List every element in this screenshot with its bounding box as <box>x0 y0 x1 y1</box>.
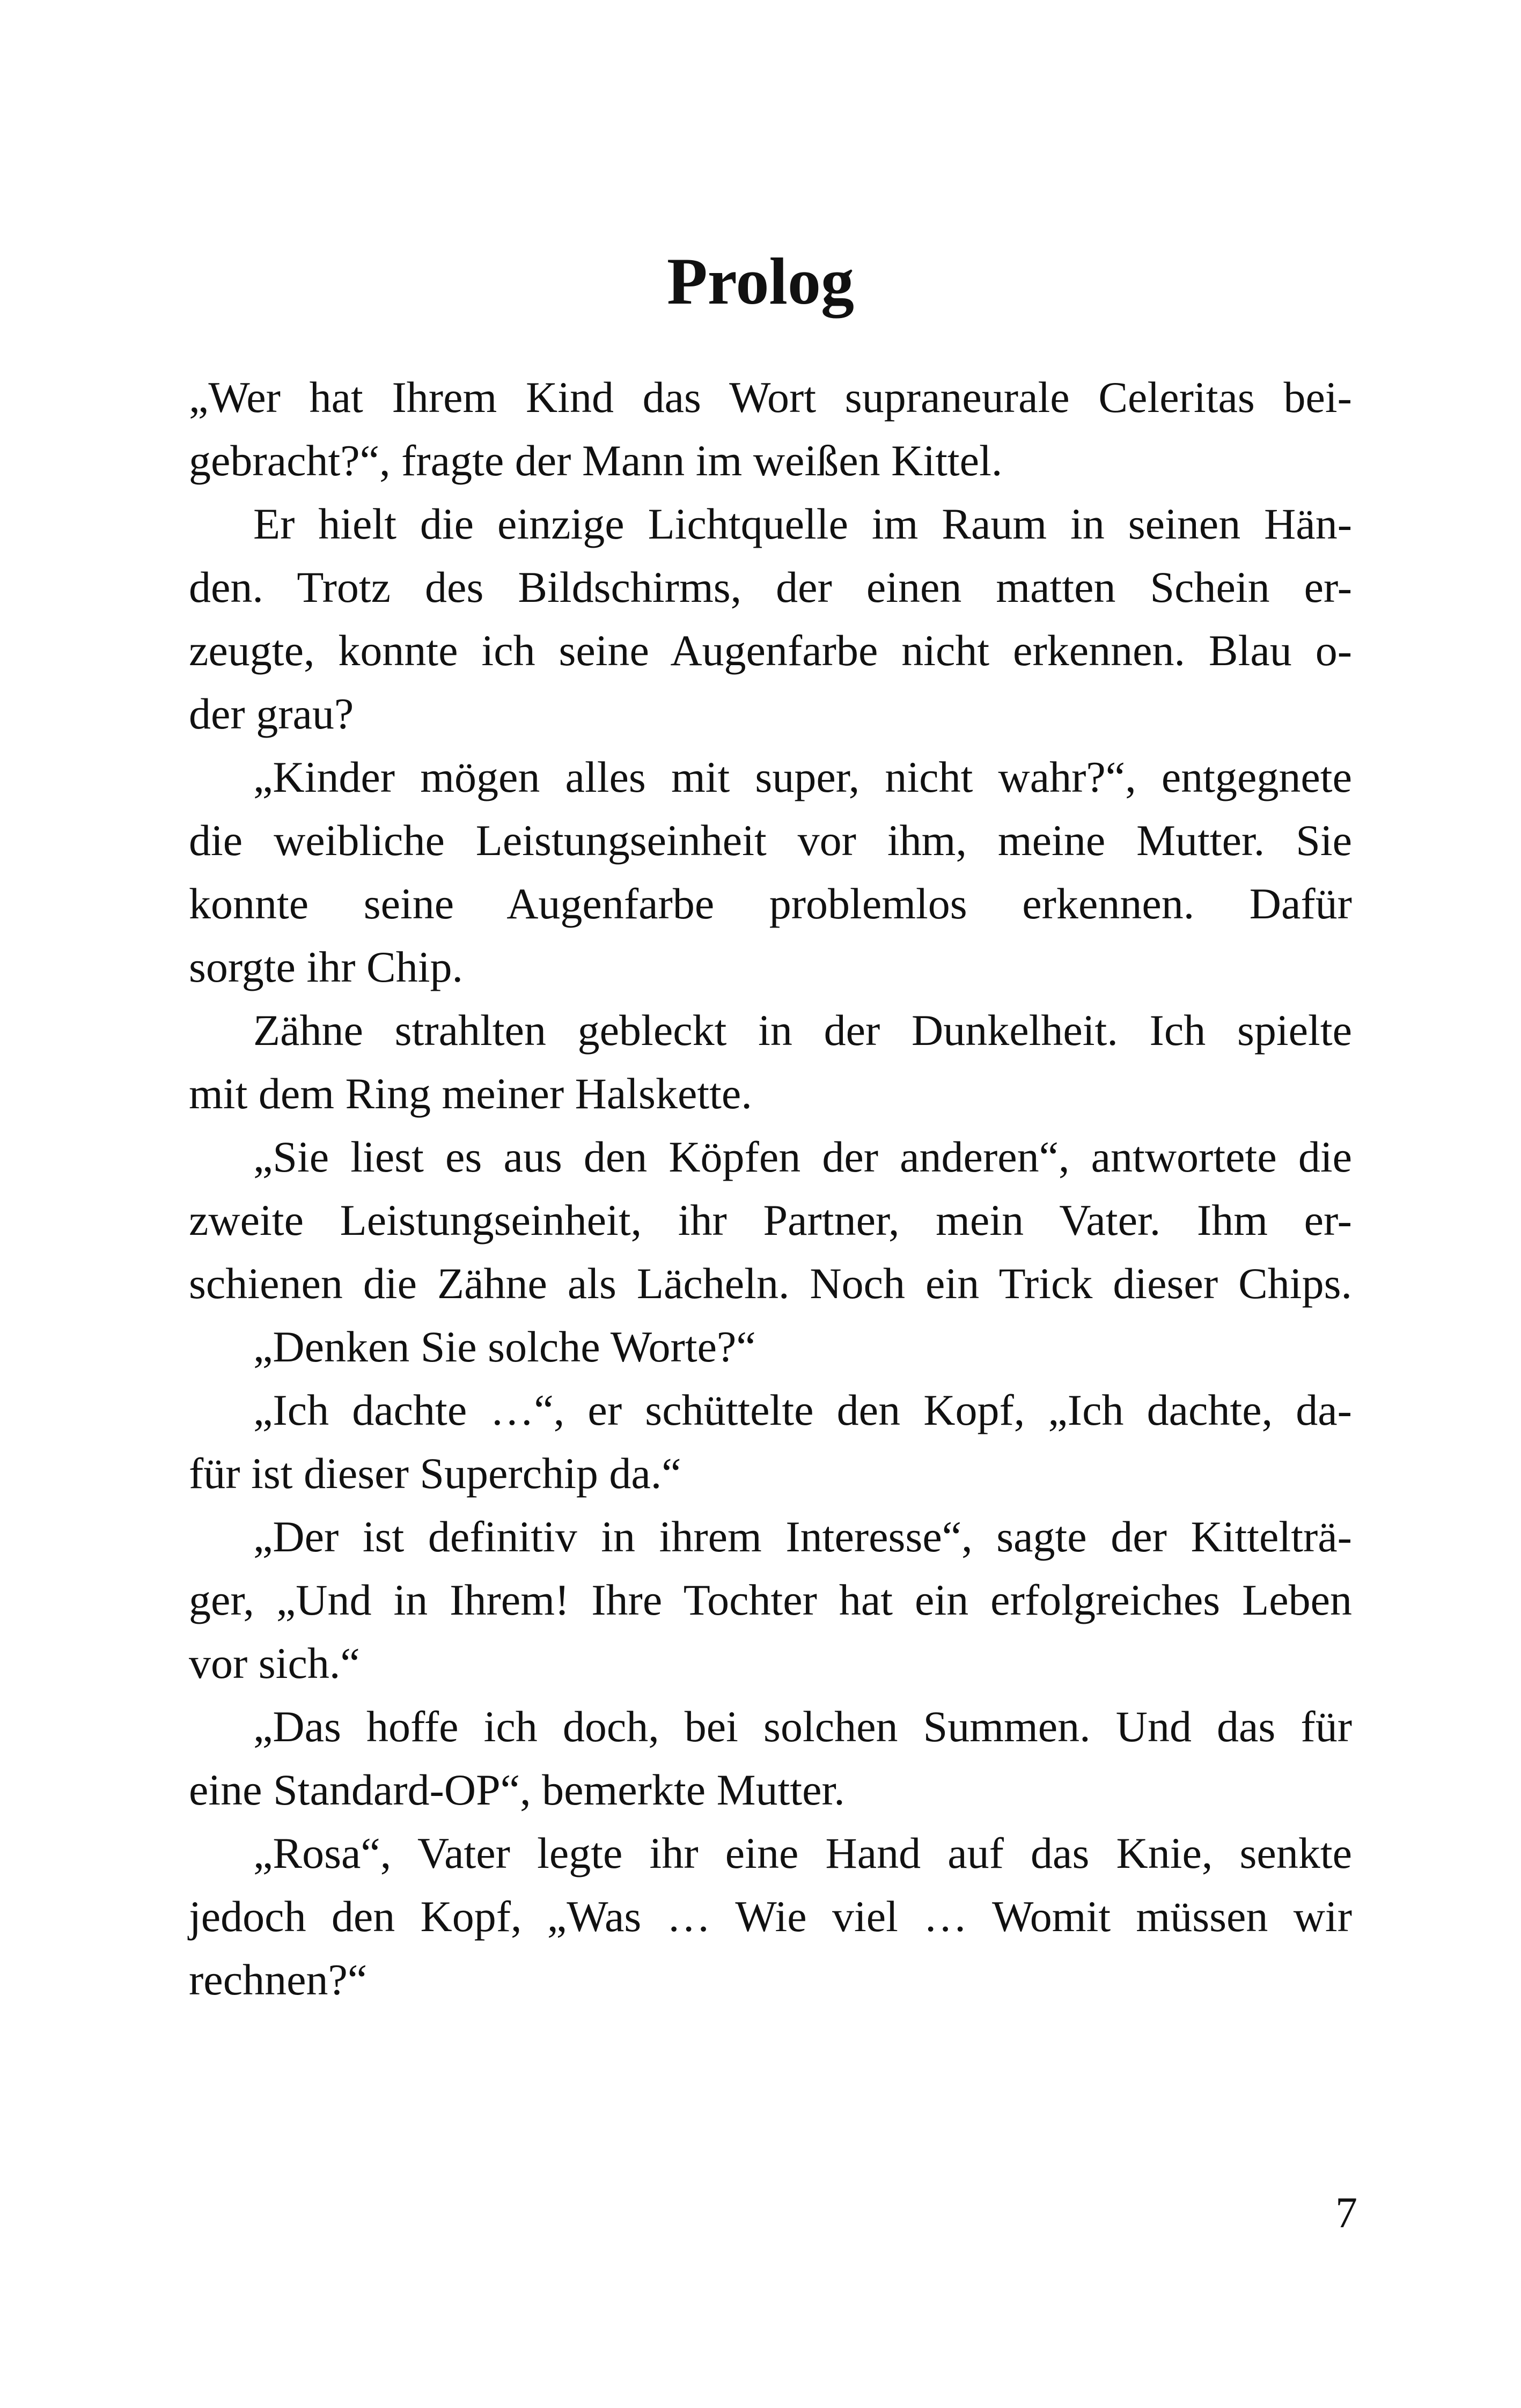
text-line: konnte seine Augenfarbe problemlos erkennen. Dafür <box>189 879 1352 928</box>
text-line: zweite Leistungseinheit, ihr Partner, mein Vater. Ihm er- <box>189 1196 1352 1244</box>
text-line: für ist dieser Superchip da.“ <box>189 1449 681 1498</box>
text-line: „Sie liest es aus den Köpfen der anderen“, antwortete die <box>253 1132 1352 1181</box>
text-line: die weibliche Leistungseinheit vor ihm, meine Mutter. Sie <box>189 816 1352 865</box>
text-line: zeugte, konnte ich seine Augenfarbe nicht erkennen. Blau o- <box>189 626 1352 675</box>
text-line: mit dem Ring meiner Halskette. <box>189 1069 752 1118</box>
text-line: „Wer hat Ihrem Kind das Wort supraneurale Celeritas bei- <box>189 373 1352 422</box>
text-line: sorgte ihr Chip. <box>189 942 463 991</box>
text-line: „Rosa“, Vater legte ihr eine Hand auf das Knie, senkte <box>253 1829 1352 1877</box>
text-line: jedoch den Kopf, „Was … Wie viel … Womit müssen wir <box>189 1892 1352 1941</box>
text-line: eine Standard-OP“, bemerkte Mutter. <box>189 1765 845 1814</box>
page-number: 7 <box>1335 2188 1357 2237</box>
text-line: ger, „Und in Ihrem! Ihre Tochter hat ein erfolgreiches Leben <box>189 1575 1352 1624</box>
text-line: der grau? <box>189 689 354 738</box>
text-line: „Das hoffe ich doch, bei solchen Summen. Und das für <box>253 1702 1352 1751</box>
body-text <box>189 366 1352 2012</box>
page-title: Prolog <box>667 245 854 318</box>
text-line: rechnen?“ <box>189 1955 368 2004</box>
text-line: „Kinder mögen alles mit super, nicht wahr?“, entgegnete <box>253 753 1352 801</box>
text-line: „Der ist definitiv in ihrem Interesse“, sagte der Kittelträ- <box>253 1512 1352 1561</box>
text-line: gebracht?“, fragte der Mann im weißen Kittel. <box>189 436 1003 485</box>
text-line: „Ich dachte …“, er schüttelte den Kopf, „Ich dachte, da- <box>253 1386 1352 1434</box>
text-line: schienen die Zähne als Lächeln. Noch ein Trick dieser Chips. <box>189 1259 1352 1308</box>
text-line: Er hielt die einzige Lichtquelle im Raum in seinen Hän- <box>253 499 1352 548</box>
text-line: „Denken Sie solche Worte?“ <box>253 1322 756 1371</box>
text-line: vor sich.“ <box>189 1639 360 1688</box>
text-line: den. Trotz des Bildschirms, der einen matten Schein er- <box>189 563 1352 612</box>
text-line: Zähne strahlten gebleckt in der Dunkelheit. Ich spielte <box>253 1006 1352 1055</box>
